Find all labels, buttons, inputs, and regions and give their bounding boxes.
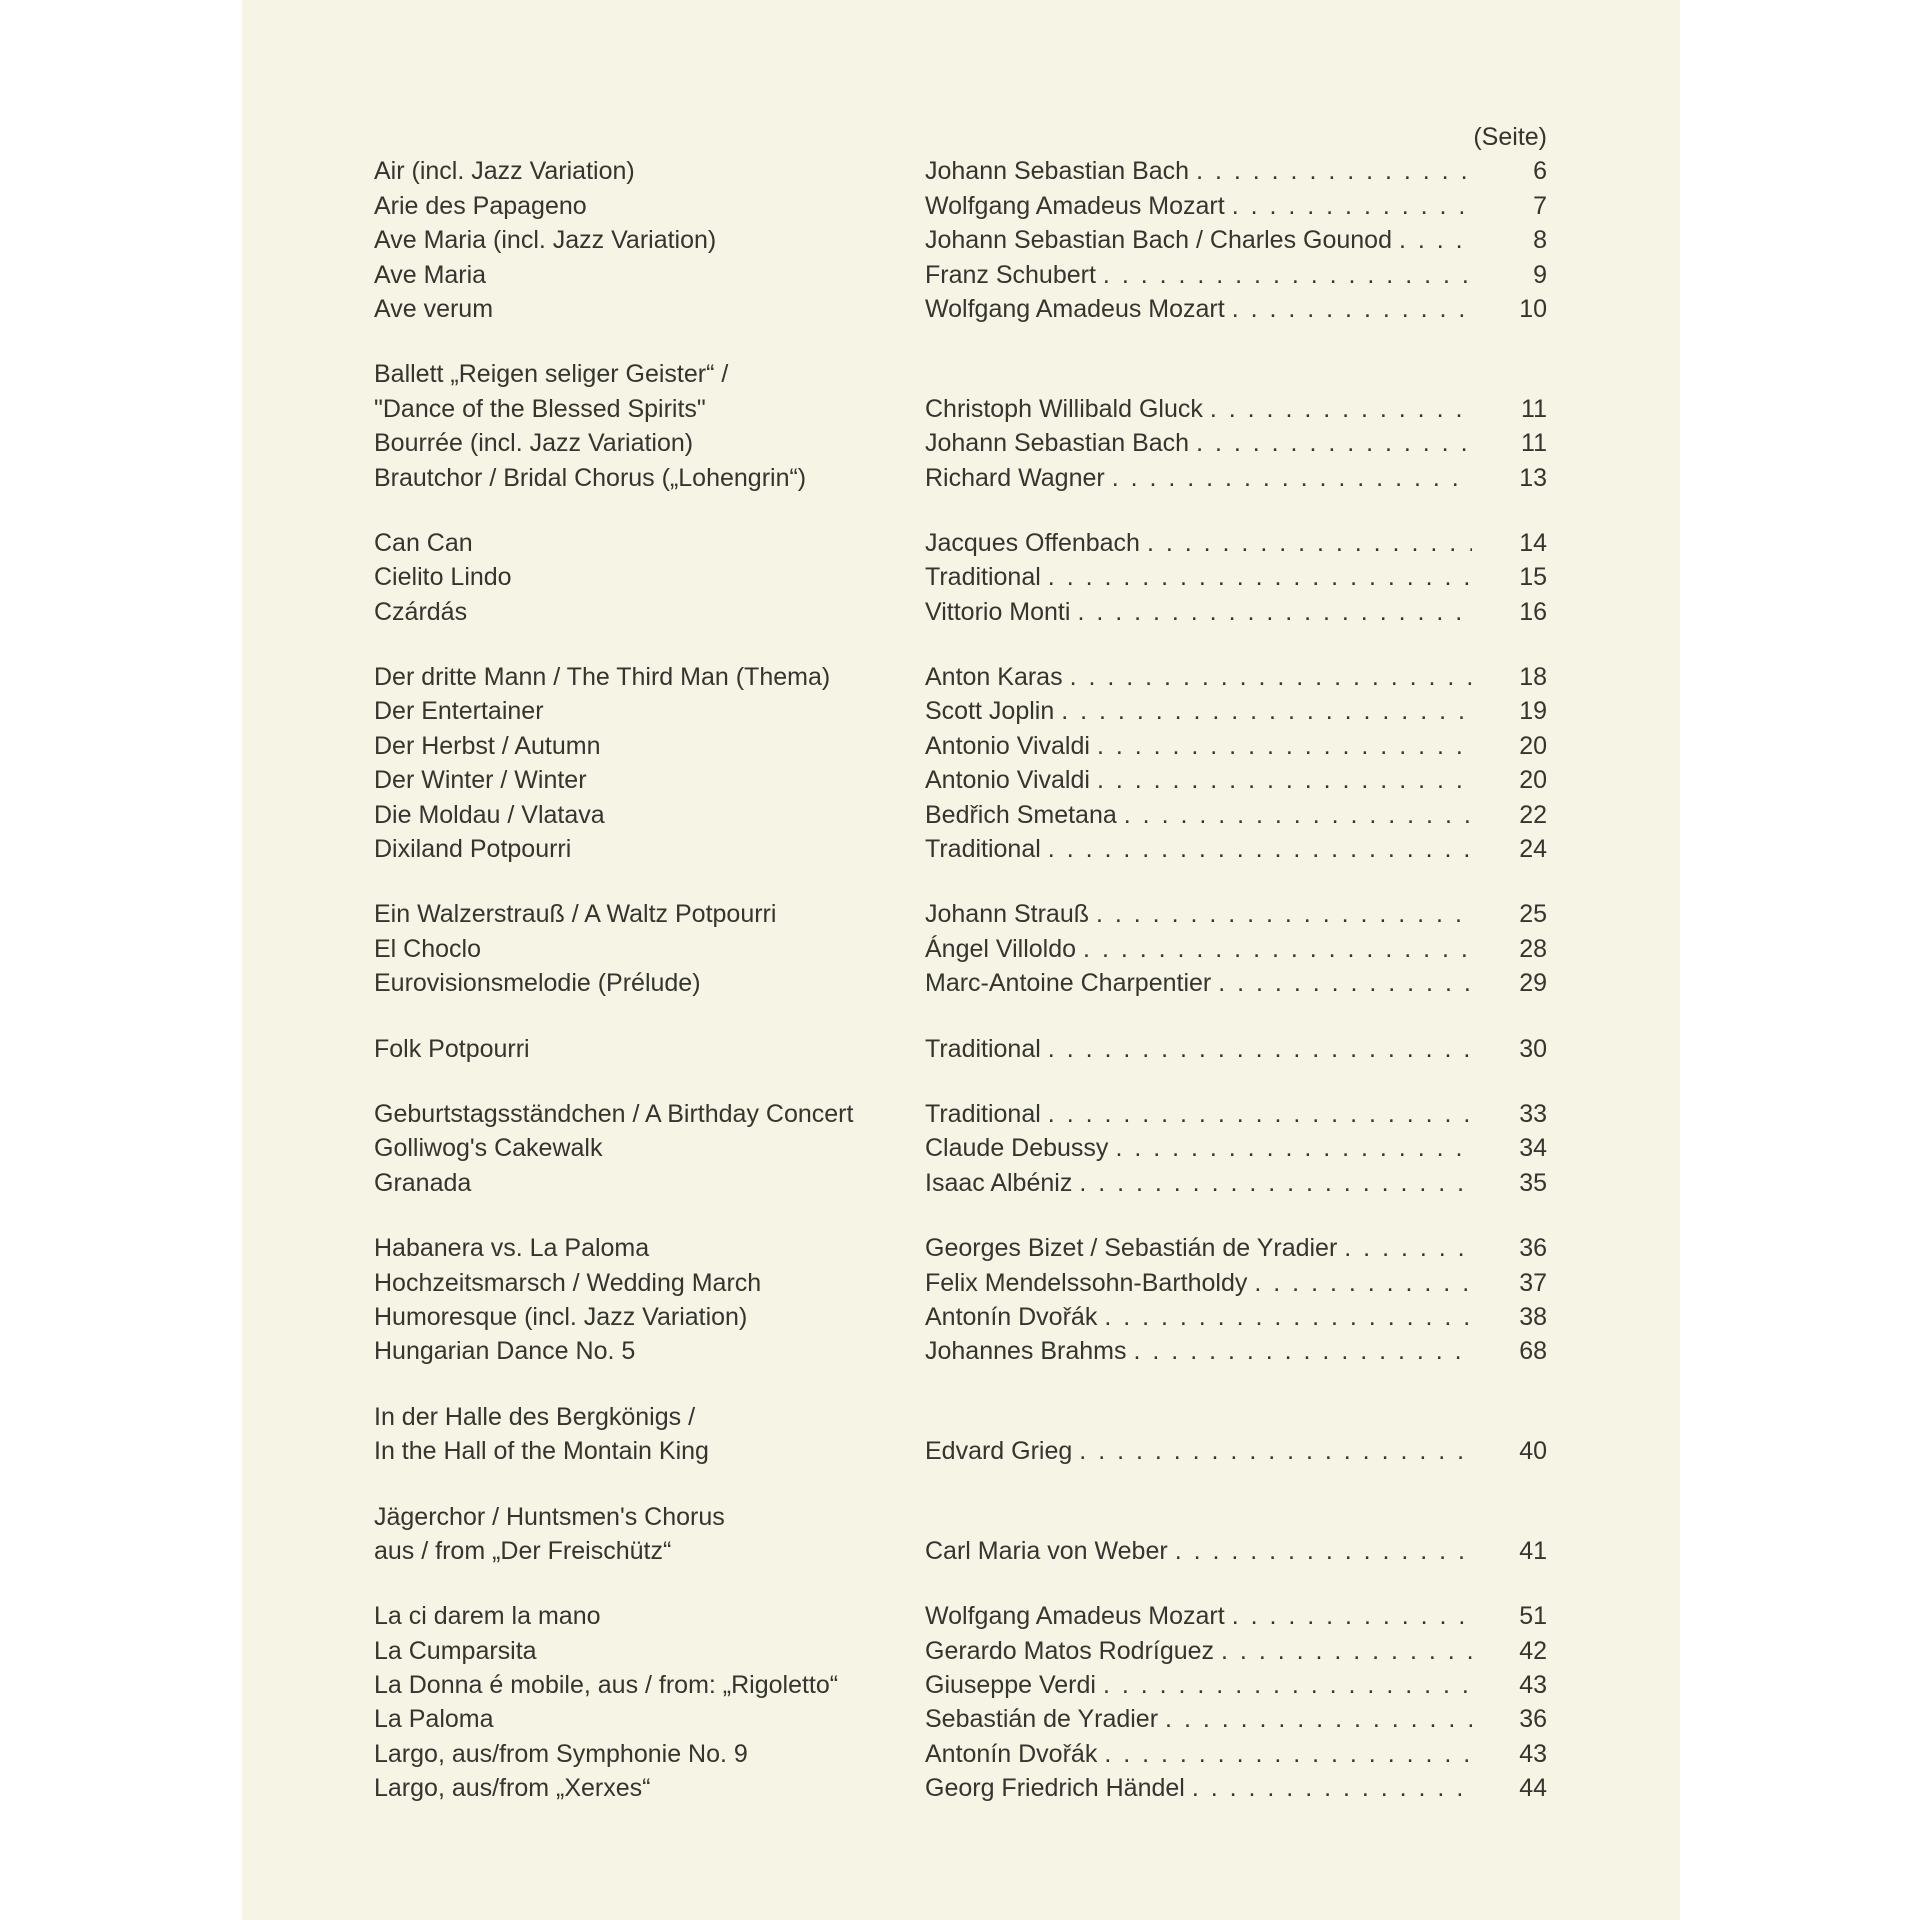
toc-composer: Georg Friedrich Händel bbox=[925, 1774, 1185, 1803]
toc-page-number: 51 bbox=[1519, 1602, 1547, 1631]
toc-title: Bourrée (incl. Jazz Variation) bbox=[374, 429, 694, 458]
toc-page-number: 36 bbox=[1519, 1234, 1547, 1263]
toc-composer: Claude Debussy bbox=[925, 1134, 1109, 1163]
toc-row bbox=[374, 729, 1547, 763]
toc-composer: Antonín Dvořák bbox=[925, 1302, 1098, 1331]
toc-page-number: 11 bbox=[1521, 429, 1547, 458]
group-gap bbox=[374, 629, 1547, 660]
dot-leader bbox=[1054, 694, 1472, 728]
toc-title: Ein Walzerstrauß / A Waltz Potpourri bbox=[374, 900, 777, 929]
toc-row bbox=[374, 526, 1547, 560]
toc-composer: Johannes Brahms bbox=[925, 1337, 1127, 1366]
dot-leader bbox=[1140, 526, 1472, 560]
dot-leader bbox=[1070, 595, 1472, 629]
dot-leader bbox=[1041, 1032, 1472, 1066]
toc-row bbox=[374, 154, 1547, 188]
toc-row bbox=[374, 392, 1547, 426]
toc-title: Ballett „Reigen seliger Geister“ / bbox=[374, 360, 729, 389]
dot-leader bbox=[1168, 1534, 1472, 1568]
toc-title: Ave Maria bbox=[374, 260, 487, 289]
toc-row bbox=[374, 357, 1547, 391]
toc-row bbox=[374, 1400, 1547, 1434]
toc-composer: Georges Bizet / Sebastián de Yradier bbox=[925, 1234, 1338, 1263]
toc-row bbox=[374, 763, 1547, 797]
toc-page-number: 68 bbox=[1519, 1337, 1547, 1366]
toc-row bbox=[374, 426, 1547, 460]
toc-page-number: 40 bbox=[1519, 1437, 1547, 1466]
toc-row bbox=[374, 1599, 1547, 1633]
toc-row bbox=[374, 1534, 1547, 1568]
toc-page-number: 33 bbox=[1519, 1099, 1547, 1128]
group-gap bbox=[374, 495, 1547, 526]
dot-leader bbox=[1097, 1300, 1472, 1334]
toc-title: In the Hall of the Montain King bbox=[374, 1437, 709, 1466]
toc-row bbox=[374, 1771, 1547, 1805]
dot-leader bbox=[1041, 1097, 1472, 1131]
toc-row bbox=[374, 1702, 1547, 1736]
toc-composer: Edvard Grieg bbox=[925, 1437, 1073, 1466]
dot-leader bbox=[1225, 1599, 1472, 1633]
toc-row bbox=[374, 223, 1547, 257]
toc-composer: Marc-Antoine Charpentier bbox=[925, 969, 1212, 998]
toc-page-number: 20 bbox=[1519, 766, 1547, 795]
toc-title: Golliwog's Cakewalk bbox=[374, 1134, 603, 1163]
toc-title: Arie des Papageno bbox=[374, 191, 587, 220]
toc-composer: Christoph Willibald Gluck bbox=[925, 394, 1203, 423]
dot-leader bbox=[1247, 1266, 1472, 1300]
toc-page-number: 28 bbox=[1519, 934, 1547, 963]
toc-composer: Antonio Vivaldi bbox=[925, 766, 1090, 795]
toc-row bbox=[374, 1334, 1547, 1368]
group-gap bbox=[374, 1369, 1547, 1400]
toc-title: Czárdás bbox=[374, 597, 468, 626]
group-gap bbox=[374, 1066, 1547, 1097]
toc-title: Hochzeitsmarsch / Wedding March bbox=[374, 1268, 762, 1297]
toc-row bbox=[374, 292, 1547, 326]
toc-row bbox=[374, 1131, 1547, 1165]
toc-composer: Traditional bbox=[925, 563, 1041, 592]
toc-composer: Bedřich Smetana bbox=[925, 800, 1117, 829]
toc-title: Air (incl. Jazz Variation) bbox=[374, 157, 635, 186]
toc-composer: Jacques Offenbach bbox=[925, 528, 1140, 557]
dot-leader bbox=[1392, 223, 1472, 257]
toc-page-number: 43 bbox=[1519, 1671, 1547, 1700]
toc-composer: Vittorio Monti bbox=[925, 597, 1071, 626]
toc-composer: Sebastián de Yradier bbox=[925, 1705, 1159, 1734]
dot-leader bbox=[1337, 1231, 1472, 1265]
toc-row bbox=[374, 1737, 1547, 1771]
toc-composer: Scott Joplin bbox=[925, 697, 1055, 726]
toc-composer: Franz Schubert bbox=[925, 260, 1096, 289]
toc-title: La Paloma bbox=[374, 1705, 494, 1734]
group-gap bbox=[374, 866, 1547, 897]
toc-title: Brautchor / Bridal Chorus („Lohengrin“) bbox=[374, 463, 807, 492]
dot-leader bbox=[1211, 966, 1472, 1000]
dot-leader bbox=[1108, 1131, 1472, 1165]
dot-leader bbox=[1076, 932, 1472, 966]
toc-page-number: 11 bbox=[1521, 394, 1547, 423]
toc-title: Ave verum bbox=[374, 294, 494, 323]
dot-leader bbox=[1189, 426, 1472, 460]
group-gap bbox=[374, 1469, 1547, 1500]
dot-leader bbox=[1189, 154, 1472, 188]
toc-row bbox=[374, 1300, 1547, 1334]
toc-title: La Cumparsita bbox=[374, 1636, 537, 1665]
toc-row bbox=[374, 1166, 1547, 1200]
toc-row bbox=[374, 560, 1547, 594]
toc-title: Can Can bbox=[374, 528, 473, 557]
dot-leader bbox=[1096, 258, 1472, 292]
toc-page-number: 13 bbox=[1519, 463, 1547, 492]
toc-title: Ave Maria (incl. Jazz Variation) bbox=[374, 226, 717, 255]
toc-page-number: 41 bbox=[1519, 1536, 1547, 1565]
dot-leader bbox=[1158, 1702, 1472, 1736]
dot-leader bbox=[1185, 1771, 1472, 1805]
toc-row bbox=[374, 258, 1547, 292]
dot-leader bbox=[1090, 763, 1472, 797]
toc-title: In der Halle des Bergkönigs / bbox=[374, 1402, 696, 1431]
toc-title: Eurovisionsmelodie (Prélude) bbox=[374, 969, 701, 998]
toc-page-number: 29 bbox=[1519, 969, 1547, 998]
toc-title: El Choclo bbox=[374, 934, 481, 963]
toc-composer: Antonín Dvořák bbox=[925, 1739, 1098, 1768]
toc-title: Hungarian Dance No. 5 bbox=[374, 1337, 636, 1366]
toc-composer: Giuseppe Verdi bbox=[925, 1671, 1096, 1700]
toc-row bbox=[374, 1434, 1547, 1468]
dot-leader bbox=[1072, 1166, 1472, 1200]
toc-row bbox=[374, 189, 1547, 223]
dot-leader bbox=[1041, 560, 1472, 594]
toc-title: Geburtstagsständchen / A Birthday Concert bbox=[374, 1099, 854, 1128]
table-of-contents bbox=[374, 120, 1547, 1806]
toc-page-number: 35 bbox=[1519, 1168, 1547, 1197]
toc-composer: Wolfgang Amadeus Mozart bbox=[925, 1602, 1225, 1631]
toc-composer: Carl Maria von Weber bbox=[925, 1536, 1168, 1565]
toc-title: Der Entertainer bbox=[374, 697, 544, 726]
dot-leader bbox=[1203, 392, 1472, 426]
toc-composer: Traditional bbox=[925, 1034, 1041, 1063]
toc-row bbox=[374, 1634, 1547, 1668]
dot-leader bbox=[1090, 729, 1472, 763]
toc-composer: Richard Wagner bbox=[925, 463, 1105, 492]
dot-leader bbox=[1105, 461, 1472, 495]
toc-row bbox=[374, 897, 1547, 931]
toc-page-number: 30 bbox=[1519, 1034, 1547, 1063]
toc-title: Habanera vs. La Paloma bbox=[374, 1234, 650, 1263]
toc-page-number: 43 bbox=[1519, 1739, 1547, 1768]
toc-row bbox=[374, 1032, 1547, 1066]
toc-title: Cielito Lindo bbox=[374, 563, 512, 592]
toc-page-number: 36 bbox=[1519, 1705, 1547, 1734]
toc-page-number: 22 bbox=[1519, 800, 1547, 829]
toc-title: Humoresque (incl. Jazz Variation) bbox=[374, 1302, 748, 1331]
toc-title: Largo, aus/from „Xerxes“ bbox=[374, 1774, 651, 1803]
toc-composer: Antonio Vivaldi bbox=[925, 731, 1090, 760]
toc-row bbox=[374, 1097, 1547, 1131]
toc-page-number: 14 bbox=[1519, 528, 1547, 557]
dot-leader bbox=[1096, 1668, 1472, 1702]
toc-page-number: 20 bbox=[1519, 731, 1547, 760]
toc-page-number: 25 bbox=[1519, 900, 1547, 929]
toc-page-number: 42 bbox=[1519, 1636, 1547, 1665]
toc-header bbox=[374, 120, 1547, 154]
toc-composer: Traditional bbox=[925, 1099, 1041, 1128]
toc-row bbox=[374, 798, 1547, 832]
toc-row bbox=[374, 1500, 1547, 1534]
toc-row bbox=[374, 966, 1547, 1000]
toc-row bbox=[374, 1231, 1547, 1265]
dot-leader bbox=[1089, 897, 1472, 931]
toc-composer: Johann Sebastian Bach / Charles Gounod bbox=[925, 226, 1392, 255]
toc-page-number: 6 bbox=[1533, 157, 1547, 186]
toc-composer: Traditional bbox=[925, 835, 1041, 864]
toc-title: aus / from „Der Freischütz“ bbox=[374, 1536, 672, 1565]
toc-composer: Isaac Albéniz bbox=[925, 1168, 1073, 1197]
dot-leader bbox=[1072, 1434, 1472, 1468]
group-gap bbox=[374, 326, 1547, 357]
toc-title: Folk Potpourri bbox=[374, 1034, 530, 1063]
toc-title: Granada bbox=[374, 1168, 472, 1197]
toc-page-number: 34 bbox=[1519, 1134, 1547, 1163]
toc-row bbox=[374, 694, 1547, 728]
toc-row bbox=[374, 595, 1547, 629]
toc-title: Die Moldau / Vlatava bbox=[374, 800, 605, 829]
toc-row bbox=[374, 1266, 1547, 1300]
toc-page-number: 9 bbox=[1533, 260, 1547, 289]
dot-leader bbox=[1063, 660, 1472, 694]
toc-title: "Dance of the Blessed Spirits" bbox=[374, 394, 706, 423]
group-gap bbox=[374, 1568, 1547, 1599]
seite-column-label: (Seite) bbox=[1473, 123, 1547, 151]
toc-composer: Gerardo Matos Rodríguez bbox=[925, 1636, 1215, 1665]
toc-row bbox=[374, 832, 1547, 866]
toc-title: Jägerchor / Huntsmen's Chorus bbox=[374, 1502, 725, 1531]
toc-composer: Johann Sebastian Bach bbox=[925, 429, 1190, 458]
group-gap bbox=[374, 1001, 1547, 1032]
toc-title: Largo, aus/from Symphonie No. 9 bbox=[374, 1739, 748, 1768]
toc-page-number: 24 bbox=[1519, 835, 1547, 864]
toc-composer: Wolfgang Amadeus Mozart bbox=[925, 191, 1225, 220]
toc-composer: Wolfgang Amadeus Mozart bbox=[925, 294, 1225, 323]
toc-title: La ci darem la mano bbox=[374, 1602, 601, 1631]
dot-leader bbox=[1127, 1334, 1472, 1368]
dot-leader bbox=[1225, 292, 1472, 326]
toc-row bbox=[374, 1668, 1547, 1702]
toc-title: Der dritte Mann / The Third Man (Thema) bbox=[374, 663, 831, 692]
group-gap bbox=[374, 1200, 1547, 1231]
toc-row bbox=[374, 461, 1547, 495]
toc-composer: Anton Karas bbox=[925, 663, 1063, 692]
toc-composer: Johann Strauß bbox=[925, 900, 1089, 929]
toc-page-number: 19 bbox=[1519, 697, 1547, 726]
toc-title: Der Herbst / Autumn bbox=[374, 731, 601, 760]
toc-row bbox=[374, 932, 1547, 966]
dot-leader bbox=[1117, 798, 1472, 832]
dot-leader bbox=[1225, 189, 1472, 223]
toc-composer: Felix Mendelssohn-Bartholdy bbox=[925, 1268, 1248, 1297]
toc-page-number: 10 bbox=[1519, 294, 1547, 323]
book-page bbox=[242, 0, 1680, 1920]
toc-page-number: 18 bbox=[1519, 663, 1547, 692]
toc-page-number: 37 bbox=[1519, 1268, 1547, 1297]
toc-page-number: 15 bbox=[1519, 563, 1547, 592]
toc-composer: Ángel Villoldo bbox=[925, 934, 1077, 963]
toc-title: Der Winter / Winter bbox=[374, 766, 587, 795]
toc-page-number: 16 bbox=[1519, 597, 1547, 626]
toc-page-number: 8 bbox=[1533, 226, 1547, 255]
toc-page-number: 44 bbox=[1519, 1774, 1547, 1803]
dot-leader bbox=[1214, 1634, 1472, 1668]
toc-title: Dixiland Potpourri bbox=[374, 835, 572, 864]
toc-page-number: 7 bbox=[1533, 191, 1547, 220]
toc-row bbox=[374, 660, 1547, 694]
dot-leader bbox=[1041, 832, 1472, 866]
toc-page-number: 38 bbox=[1519, 1302, 1547, 1331]
toc-title: La Donna é mobile, aus / from: „Rigoletto“ bbox=[374, 1671, 839, 1700]
dot-leader bbox=[1097, 1737, 1472, 1771]
toc-composer: Johann Sebastian Bach bbox=[925, 157, 1190, 186]
